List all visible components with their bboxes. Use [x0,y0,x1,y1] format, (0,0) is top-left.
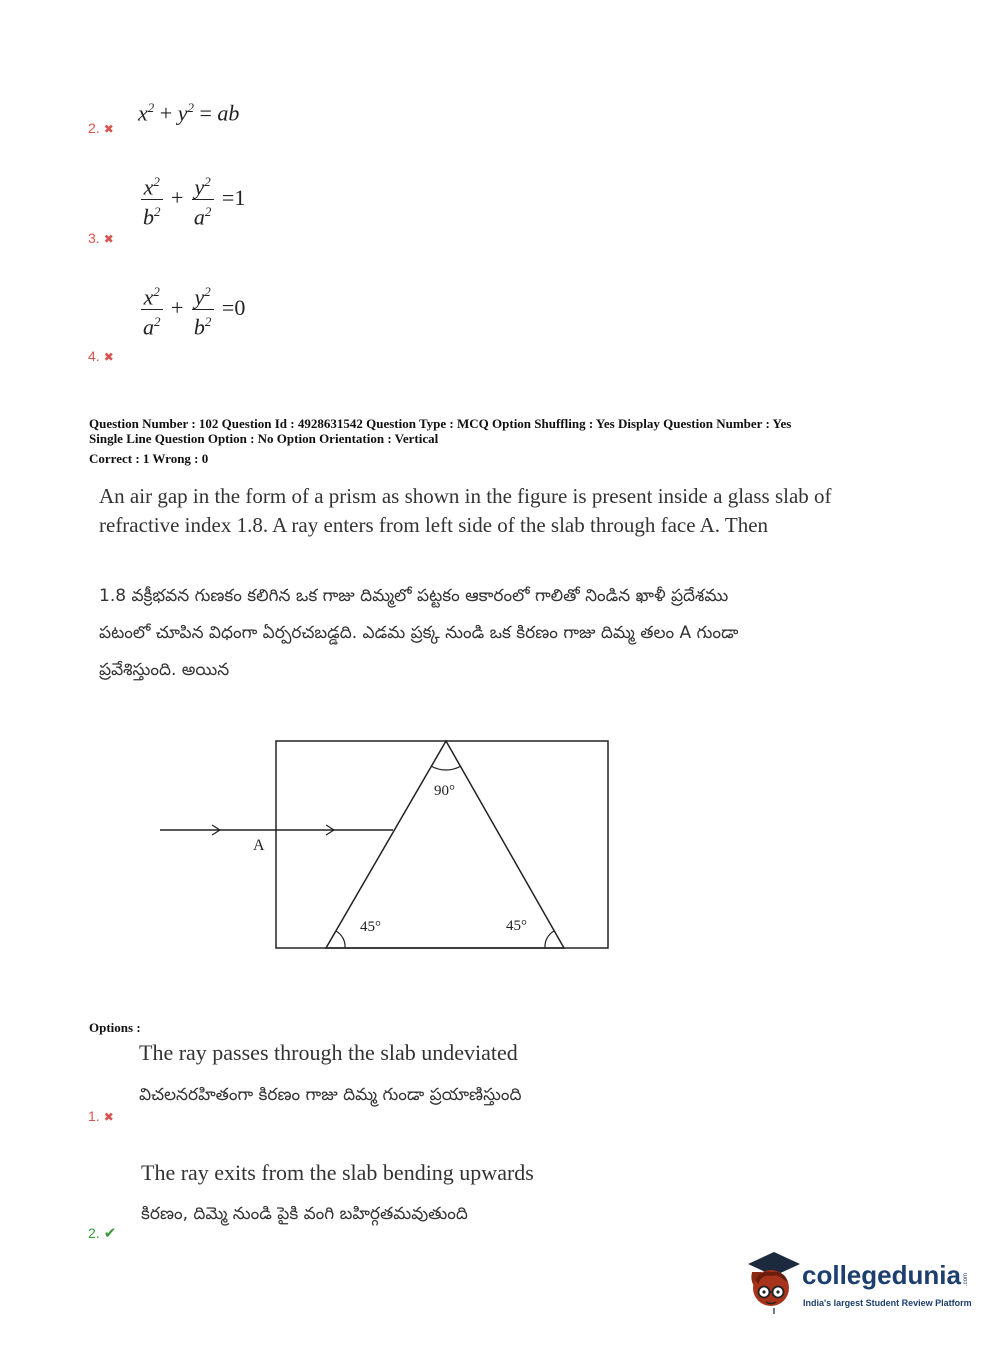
options-label: Options : [89,1020,141,1035]
face-a-label: A [253,837,265,854]
question-english [99,482,979,540]
option-number: 2. ✔ [88,1225,117,1242]
equation: $x^2 + y^2$ = ab [138,100,240,126]
option-english: The ray exits from the slab bending upwards [141,1160,534,1185]
option-number: 4. ✖ [88,348,114,364]
option-2[interactable] [88,1160,788,1250]
mascot-icon [740,1250,802,1316]
right-angle-label: 45° [506,918,527,934]
question-telugu [99,578,979,689]
logo-suffix: .com [962,1272,969,1286]
left-angle-arc [336,931,345,948]
glass-slab [276,741,608,948]
option-number: 1. ✖ [88,1108,114,1124]
question-line-1: An air gap in the form of a prism as shown in the figure is present inside a glass slab of [99,484,832,508]
option-number: 2. ✖ [88,120,114,136]
telugu-line-1: 1.8 వక్రీభవన గుణకం కలిగిన ఒక గాజు దిమ్మలో పట్టకం ఆకారంలో గాలితో నిండిన ఖాళీ ప్రదేశము [99,586,729,606]
wrong-icon: ✖ [103,232,114,246]
wrong-icon: ✖ [103,350,114,364]
option-1[interactable] [88,1040,788,1130]
apex-angle-label: 90° [434,783,455,799]
meta-line-2: Single Line Question Option : No Option Orientation : Vertical [89,431,439,446]
option-telugu: విచలనరహితంగా కిరణం గాజు దిమ్మ గుండా ప్రయాణిస్తుంది [139,1085,522,1105]
option-telugu: కిరణం, దిమ్మె నుండి పైకి వంగి బహిర్గతమవుతుంది [141,1204,468,1224]
meta-line-3: Correct : 1 Wrong : 0 [89,451,209,466]
check-icon: ✔ [103,1225,117,1242]
collegedunia-logo[interactable] [740,1250,975,1320]
question-line-2: refractive index 1.8. A ray enters from left side of the slab through face A. Then [99,513,769,537]
question-meta [89,416,969,466]
telugu-line-3: ప్రవేశిస్తుంది. అయిన [99,660,230,680]
left-angle-label: 45° [360,919,381,935]
equation: $\frac{x^2}{b^2}$ + $\frac{y^2}{a^2}$ =1 [138,170,245,230]
option-english: The ray passes through the slab undeviated [139,1040,518,1065]
apex-angle-arc [431,766,461,770]
logo-tagline: India's largest Student Review Platform [803,1298,972,1308]
logo-wordmark: collegedunia [802,1260,961,1290]
option-number: 3. ✖ [88,230,114,246]
telugu-line-2: పటంలో చూపిన విధంగా ఏర్పరచబడ్డది. ఎడమ ప్రక్క నుండి ఒక కిరణం గాజు దిమ్మ తలం A గుండా [99,623,739,643]
meta-line-1: Question Number : 102 Question Id : 4928631542 Question Type : MCQ Option Shuffling : Yes Display Question Number : Yes [89,416,792,431]
wrong-icon: ✖ [103,1110,114,1124]
wrong-icon: ✖ [103,122,114,136]
right-angle-arc [545,931,554,948]
prism-figure [150,730,620,960]
air-prism [326,741,564,948]
equation: $\frac{x^2}{a^2}$ + $\frac{y^2}{b^2}$ =0 [138,280,245,340]
